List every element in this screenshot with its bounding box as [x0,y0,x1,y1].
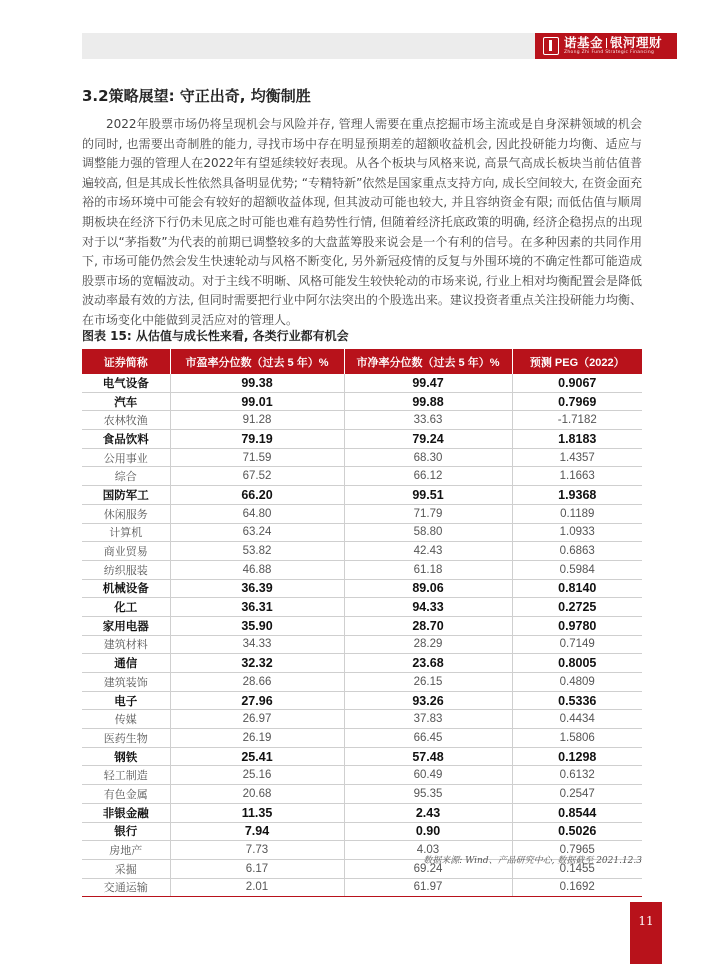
cell-peg: 0.5026 [512,822,642,841]
cell-name: 农林牧渔 [82,411,170,430]
cell-pe-percentile: 7.73 [170,841,344,860]
col-header-pb: 市净率分位数（过去 5 年）% [344,349,512,374]
cell-pe-percentile: 25.16 [170,766,344,785]
logo-text-left: 诺基金 [564,35,604,50]
cell-name: 电子 [82,691,170,710]
cell-peg: 0.4434 [512,710,642,729]
cell-name: 建筑装饰 [82,673,170,692]
cell-pe-percentile: 63.24 [170,523,344,542]
cell-pb-percentile: 66.12 [344,467,512,486]
table-row [82,654,642,673]
cell-pb-percentile: 42.43 [344,542,512,561]
cell-pb-percentile: 60.49 [344,766,512,785]
cell-pe-percentile: 26.97 [170,710,344,729]
table-row [82,504,642,523]
cell-peg: 0.8005 [512,654,642,673]
cell-name: 公用事业 [82,448,170,467]
table-row [82,803,642,822]
cell-pe-percentile: 6.17 [170,859,344,878]
cell-pb-percentile: 99.47 [344,374,512,392]
table-row [82,467,642,486]
cell-pb-percentile: 69.24 [344,859,512,878]
cell-pb-percentile: 61.97 [344,878,512,897]
cell-peg: 0.7969 [512,392,642,411]
cell-pe-percentile: 25.41 [170,747,344,766]
cell-name: 通信 [82,654,170,673]
cell-pe-percentile: 26.19 [170,729,344,748]
cell-pb-percentile: 93.26 [344,691,512,710]
figure-title: 图表 15: 从估值与成长性来看, 各类行业都有机会 [82,329,349,343]
cell-peg: 1.5806 [512,729,642,748]
cell-pe-percentile: 27.96 [170,691,344,710]
section-title: 3.2策略展望: 守正出奇, 均衡制胜 [82,87,311,105]
cell-peg: 0.2725 [512,598,642,617]
cell-pb-percentile: 94.33 [344,598,512,617]
cell-name: 银行 [82,822,170,841]
cell-peg: 0.1692 [512,878,642,897]
table-row [82,411,642,430]
cell-peg: 1.0933 [512,523,642,542]
table-row [82,747,642,766]
cell-pe-percentile: 7.94 [170,822,344,841]
cell-pe-percentile: 36.39 [170,579,344,598]
cell-peg: 0.5984 [512,560,642,579]
table-body [82,374,642,897]
cell-pb-percentile: 95.35 [344,785,512,804]
cell-pe-percentile: 79.19 [170,430,344,449]
cell-name: 采掘 [82,859,170,878]
table-row [82,766,642,785]
cell-peg: 0.9067 [512,374,642,392]
cell-name: 有色金属 [82,785,170,804]
col-header-pe: 市盈率分位数（过去 5 年）% [170,349,344,374]
table-row [82,822,642,841]
cell-peg: 0.2547 [512,785,642,804]
cell-peg: 0.9780 [512,616,642,635]
cell-peg: 0.4809 [512,673,642,692]
cell-peg: 0.1189 [512,504,642,523]
cell-pe-percentile: 36.31 [170,598,344,617]
cell-name: 计算机 [82,523,170,542]
cell-pe-percentile: 34.33 [170,635,344,654]
cell-name: 钢铁 [82,747,170,766]
table-row [82,616,642,635]
cell-pe-percentile: 99.01 [170,392,344,411]
brand-logo [535,33,677,59]
cell-name: 交通运输 [82,878,170,897]
table-row [82,785,642,804]
cell-pe-percentile: 53.82 [170,542,344,561]
cell-name: 综合 [82,467,170,486]
logo-mark-icon [543,37,559,55]
cell-name: 机械设备 [82,579,170,598]
industry-valuation-table [82,349,642,897]
cell-name: 化工 [82,598,170,617]
cell-name: 非银金融 [82,803,170,822]
data-source-note: 数据来源: Wind、产品研究中心, 数据截至 2021.12.3 [423,856,642,866]
cell-name: 建筑材料 [82,635,170,654]
cell-pe-percentile: 66.20 [170,486,344,505]
table-row [82,448,642,467]
cell-name: 商业贸易 [82,542,170,561]
cell-name: 纺织服装 [82,560,170,579]
cell-pb-percentile: 58.80 [344,523,512,542]
cell-pb-percentile: 37.83 [344,710,512,729]
cell-peg: 0.7149 [512,635,642,654]
cell-pe-percentile: 99.38 [170,374,344,392]
table-row [82,729,642,748]
cell-name: 休闲服务 [82,504,170,523]
cell-pe-percentile: 71.59 [170,448,344,467]
cell-pb-percentile: 89.06 [344,579,512,598]
cell-pb-percentile: 99.51 [344,486,512,505]
cell-peg: 1.4357 [512,448,642,467]
cell-pb-percentile: 2.43 [344,803,512,822]
cell-name: 传媒 [82,710,170,729]
table-row [82,392,642,411]
cell-pb-percentile: 0.90 [344,822,512,841]
cell-name: 轻工制造 [82,766,170,785]
cell-name: 国防军工 [82,486,170,505]
table-row [82,691,642,710]
cell-pe-percentile: 32.32 [170,654,344,673]
cell-name: 电气设备 [82,374,170,392]
table-row [82,560,642,579]
table-row [82,486,642,505]
cell-pb-percentile: 61.18 [344,560,512,579]
cell-pb-percentile: 57.48 [344,747,512,766]
cell-peg: 0.6132 [512,766,642,785]
table-header-row [82,349,642,374]
cell-pb-percentile: 66.45 [344,729,512,748]
table-row [82,878,642,897]
cell-peg: 0.1455 [512,859,642,878]
cell-name: 汽车 [82,392,170,411]
cell-pe-percentile: 20.68 [170,785,344,804]
cell-name: 房地产 [82,841,170,860]
table-row [82,523,642,542]
cell-peg: 0.8544 [512,803,642,822]
cell-peg: 0.5336 [512,691,642,710]
table-row [82,710,642,729]
body-paragraph: 2022年股票市场仍将呈现机会与风险并存, 管理人需要在重点挖掘市场主流或是自身深耕领域的机会的同时, 也需要出奇制胜的能力, 寻找市场中存在明显预期差的超额收益机会, 因此投研能力均衡、适应与调整能力强的管理人在2022年有望延续较好表现。从各个板块与风格来说, 高景气高成长板块当前估值普遍较高, 但是其成长性依然具备明显优势; “专精特新”依然是国家重点支持方向, 成长空间较大, 在资金面充裕的市场环境中可能会有较好的超额收益体现, 但其波动可能也较大, 并且容纳资金有限; 而低估值与顺周期板块在经济下行仍未见底之时可能也难有趋势性行情, 但随着经济托底政策的明确, 经济企稳拐点的出现对于以“茅指数”为代表的前期已调整较多的大盘蓝筹股来说会是一个有利的信号。在多种因素的共同作用下, 市场可能仍然会发生快速轮动与风格不断变化, 另外新冠疫情的反复与外围环境的不确定性都可能造成股票市场的宽幅波动。对于主线不明晰、风格可能发生较快轮动的市场来说, 行业上相对均衡配置会是降低波动率最有效的方法, 但同时需要把行业中阿尔法突出的个股选出来。建议投资者重点关注投研能力均衡、在市场变化中能做到灵活应对的管理人。 [82,117,642,327]
cell-name: 食品饮料 [82,430,170,449]
cell-pb-percentile: 79.24 [344,430,512,449]
page-number: 11 [630,902,662,964]
cell-pb-percentile: 26.15 [344,673,512,692]
cell-pb-percentile: 99.88 [344,392,512,411]
cell-pb-percentile: 28.29 [344,635,512,654]
table-row [82,598,642,617]
cell-name: 医药生物 [82,729,170,748]
table-row [82,635,642,654]
col-header-peg: 预测 PEG（2022） [512,349,642,374]
table-row [82,673,642,692]
cell-pe-percentile: 2.01 [170,878,344,897]
cell-peg: 1.1663 [512,467,642,486]
cell-peg: 0.6863 [512,542,642,561]
cell-peg: 1.9368 [512,486,642,505]
table-row [82,579,642,598]
cell-pb-percentile: 71.79 [344,504,512,523]
logo-subtext: Zhong Zhi Fund Strategic Financing [564,49,655,55]
col-header-name: 证券简称 [82,349,170,374]
cell-pb-percentile: 33.63 [344,411,512,430]
cell-peg: 0.8140 [512,579,642,598]
cell-peg: 0.1298 [512,747,642,766]
cell-pb-percentile: 28.70 [344,616,512,635]
logo-text-right: 银河理财 [610,35,663,50]
cell-pb-percentile: 4.03 [344,841,512,860]
cell-pe-percentile: 46.88 [170,560,344,579]
table-row [82,430,642,449]
cell-peg: 0.7965 [512,841,642,860]
cell-pe-percentile: 91.28 [170,411,344,430]
cell-pb-percentile: 68.30 [344,448,512,467]
cell-pe-percentile: 67.52 [170,467,344,486]
cell-peg: -1.7182 [512,411,642,430]
cell-name: 家用电器 [82,616,170,635]
table-row [82,542,642,561]
cell-pe-percentile: 11.35 [170,803,344,822]
cell-pe-percentile: 64.80 [170,504,344,523]
cell-pe-percentile: 35.90 [170,616,344,635]
table-row [82,374,642,392]
cell-pe-percentile: 28.66 [170,673,344,692]
cell-pb-percentile: 23.68 [344,654,512,673]
cell-peg: 1.8183 [512,430,642,449]
